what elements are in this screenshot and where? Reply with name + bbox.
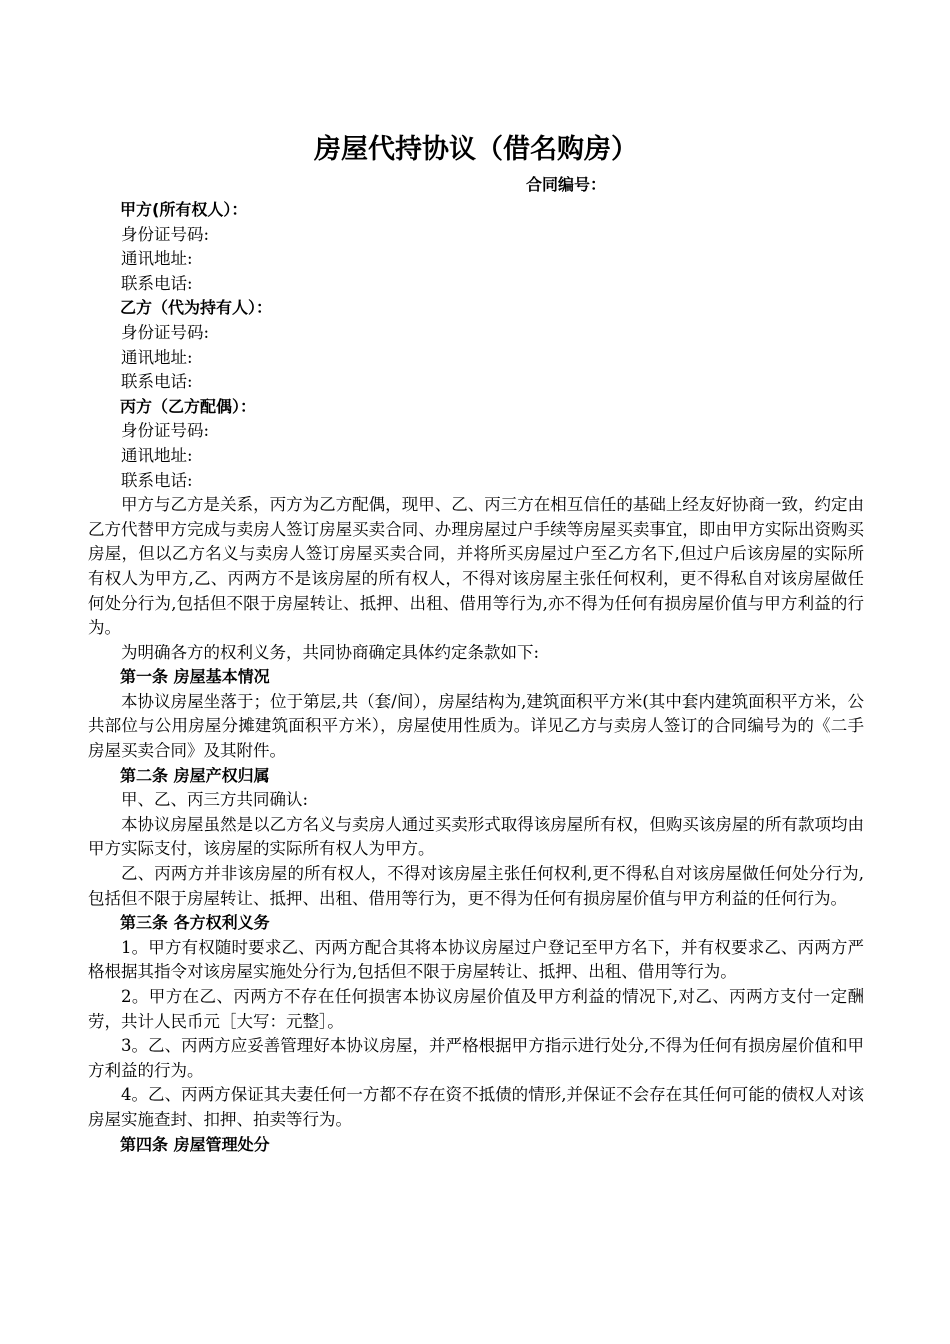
party-a-block — [88, 198, 864, 296]
party-b-id-label: 身份证号码: — [121, 322, 210, 342]
party-c-phone-label: 联系电话: — [121, 470, 193, 490]
article-2-heading: 第二条 房屋产权归属 — [120, 765, 270, 785]
party-c-id-label: 身份证号码: — [121, 421, 210, 441]
article-1-paragraph: 本协议房屋坐落于；位于第层,共（套/间），房屋结构为,建筑面积平方米(其中套内建筑面积平方米，公共部位与公用房屋分摊建筑面积平方米），房屋使用性质为。详见乙方与卖房人签订的合同编号为的《二手房屋买卖合同》及其附件。 — [88, 691, 864, 761]
party-c-heading: 丙方（乙方配偶）： — [120, 396, 257, 416]
article-3-clause: 3。乙、丙两方应妥善管理好本协议房屋，并严格根据甲方指示进行处分,不得为任何有损房屋价值和甲方利益的行为。 — [88, 1036, 864, 1080]
party-a-address-label: 通讯地址: — [121, 249, 193, 269]
party-b-phone-label: 联系电话: — [121, 372, 193, 392]
preamble-intro: 为明确各方的权利义务，共同协商确定具体约定条款如下: — [121, 642, 540, 662]
party-b-block — [88, 296, 864, 394]
party-b-heading: 乙方（代为持有人）： — [120, 298, 273, 318]
article-2-paragraph: 乙、丙两方并非该房屋的所有权人，不得对该房屋主张任何权利,更不得私自对该房屋做任何处分行为,包括但不限于房屋转让、抵押、出租、借用等行为，更不得为任何有损房屋价值与甲方利益的任何行为。 — [88, 864, 864, 908]
article-3-clause: 1。甲方有权随时要求乙、丙两方配合其将本协议房屋过户登记至甲方名下，并有权要求乙、丙两方严格根据其指令对该房屋实施处分行为,包括但不限于房屋转让、抵押、出租、借用等行为。 — [88, 937, 864, 982]
article-2-paragraph: 本协议房屋虽然是以乙方名义与卖房人通过买卖形式取得该房屋所有权，但购买该房屋的所有款项均由甲方实际支付，该房屋的实际所有权人为甲方。 — [88, 814, 864, 859]
article-3-clause: 4。乙、丙两方保证其夫妻任何一方都不存在资不抵债的情形,并保证不会存在其任何可能的债权人对该房屋实施查封、扣押、拍卖等行为。 — [88, 1085, 864, 1129]
article-3-clause: 2。甲方在乙、丙两方不存在任何损害本协议房屋价值及甲方利益的情况下,对乙、丙两方支付一定酬劳，共计人民币元［大写：元整］。 — [88, 987, 864, 1031]
article-3-heading: 第三条 各方权利义务 — [120, 913, 270, 933]
article-1-heading: 第一条 房屋基本情况 — [120, 667, 270, 687]
article-2-paragraph: 甲、乙、丙三方共同确认: — [121, 790, 309, 810]
document-title: 房屋代持协议（借名购房） — [314, 134, 638, 165]
document-page — [88, 128, 864, 1157]
article-4-heading: 第四条 房屋管理处分 — [120, 1134, 270, 1154]
party-b-address-label: 通讯地址: — [121, 347, 193, 367]
contract-number-label: 合同编号： — [526, 175, 607, 194]
party-a-heading: 甲方(所有权人）： — [120, 200, 248, 219]
party-c-address-label: 通讯地址: — [121, 445, 193, 465]
party-a-id-label: 身份证号码: — [121, 224, 210, 244]
preamble-paragraph: 甲方与乙方是关系，丙方为乙方配偶，现甲、乙、丙三方在相互信任的基础上经友好协商一致，约定由乙方代替甲方完成与卖房人签订房屋买卖合同、办理房屋过户手续等房屋买卖事宜，即由甲方实际出资购买房屋，但以乙方名义与卖房人签订房屋买卖合同，并将所买房屋过户至乙方名下,但过户后该房屋的实际所有权人为甲方,乙、丙两方不是该房屋的所有权人，不得对该房屋主张任何权利，更不得私自对该房屋做任何处分行为,包括但不限于房屋转让、抵押、出租、借用等行为,亦不得为任何有损房屋价值与甲方利益的行为。 — [88, 495, 864, 638]
party-a-phone-label: 联系电话: — [121, 273, 193, 293]
party-c-block — [88, 395, 864, 493]
